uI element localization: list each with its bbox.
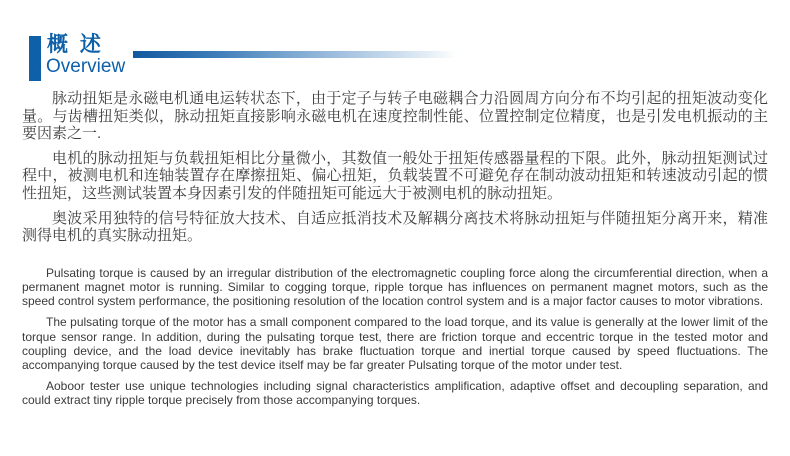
chinese-text-block xyxy=(22,90,768,245)
section-title-en: Overview xyxy=(46,56,126,77)
english-text-block xyxy=(22,266,768,408)
section-title-zh: 概 述 xyxy=(47,33,104,56)
paragraph-en-2: The pulsating torque of the motor has a small component compared to the load torque, and its value is generally at the lower limit of the torque sensor range. In addition, during the pulsating torque test, there are friction torque and eccentric torque in the tested motor and coupling device, and the load device inevitably has brake fluctuation torque and inertial torque caused by speed fluctuations. The accompanying torque caused by the test device itself may be far greater Pulsating torque of the motor under test. xyxy=(22,315,768,372)
paragraph-zh-2: 电机的脉动扭矩与负载扭矩相比分量微小，其数值一般处于扭矩传感器量程的下限。此外，脉动扭矩测试过程中，被测电机和连轴装置存在摩擦扭矩、偏心扭矩，负载装置不可避免存在制动波动扭矩和转速波动引起的惯性扭矩，这些测试装置本身因素引发的伴随扭矩可能远大于被测电机的脉动扭矩。 xyxy=(22,149,768,202)
paragraph-zh-1: 脉动扭矩是永磁电机通电运转状态下，由于定子与转子电磁耦合力沿圆周方向分布不均引起的扭矩波动变化量。与齿槽扭矩类似，脉动扭矩直接影响永磁电机在速度控制性能、位置控制定位精度，也是引发电机振动的主要因素之一. xyxy=(22,90,768,143)
document-body xyxy=(22,90,768,408)
header-gradient-rule xyxy=(133,51,457,58)
paragraph-zh-3: 奥波采用独特的信号特征放大技术、自适应抵消技术及解耦分离技术将脉动扭矩与伴随扭矩分离开来，精准测得电机的真实脉动扭矩。 xyxy=(22,209,768,245)
header-accent-bar xyxy=(29,36,41,81)
paragraph-en-3: Aoboor tester use unique technologies including signal characteristics amplification, adaptive offset and decoupling separation, and could extract tiny ripple torque precisely from those accompanying torques. xyxy=(22,379,768,408)
paragraph-en-1: Pulsating torque is caused by an irregular distribution of the electromagnetic coupling force along the circumferential direction, when a permanent magnet motor is running. Similar to cogging torque, ripple torque has influences on permanent magnet motors, such as the speed control system performance, the positioning resolution of the location control system and is a major factor causes to motor vibrations. xyxy=(22,265,768,309)
